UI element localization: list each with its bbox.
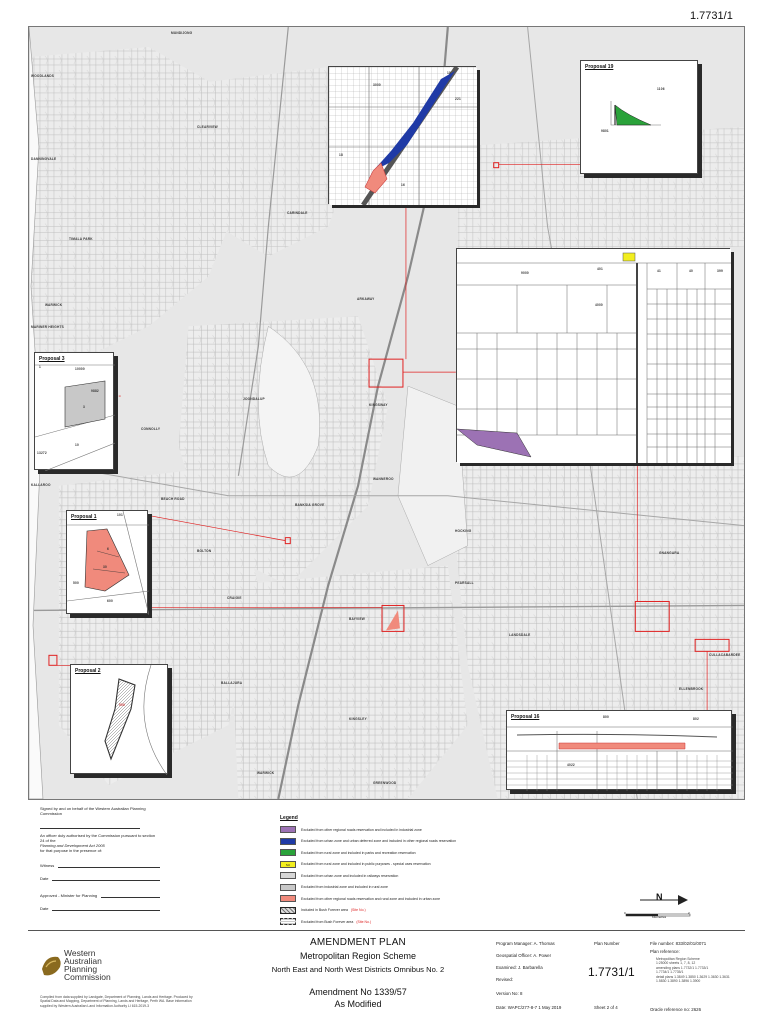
locality-label: BANKSIA GROVE <box>295 503 325 507</box>
program-manager: Program Manager: A. Thomas <box>496 941 555 946</box>
legend-item <box>280 882 530 894</box>
north-label: N <box>656 892 663 902</box>
legend <box>280 815 530 928</box>
inset-proposal-11[interactable] <box>328 66 476 204</box>
locality-label: TIMALA PARK <box>69 237 93 241</box>
sheet-label: Sheet 2 of 4 <box>594 1005 618 1010</box>
legend-title: Legend <box>280 815 298 821</box>
date-label: Date <box>40 906 49 911</box>
inset-title: Proposal 2 <box>75 668 101 674</box>
locality-label: CRAIGIE <box>227 596 242 600</box>
scheme-name: Metropolitan Region Scheme <box>299 951 417 961</box>
date-label: Date <box>40 876 49 881</box>
legend-label: Excluded from rural zone and included in public purposes - special uses reservation <box>301 862 431 867</box>
geospatial-officer: Geospatial Officer: A. Power <box>496 953 552 958</box>
legend-swatch <box>280 849 296 856</box>
amendment-status: As Modified <box>334 999 382 1009</box>
inset-proposal-1[interactable] <box>66 510 148 614</box>
revised: Revised: <box>496 977 514 982</box>
lot-number: 500 <box>119 703 125 707</box>
legend-label: Excluded from rural zone and included in parks and recreation reservation <box>301 850 416 855</box>
date-row <box>40 876 160 881</box>
inset-proposal-16[interactable] <box>506 710 732 790</box>
legend-item <box>280 824 530 836</box>
date-row <box>40 906 160 911</box>
locality-label: GNANGARA <box>659 551 680 555</box>
locality-label: KINGSLEY <box>349 717 367 721</box>
locality-label: ARKAWAY <box>357 297 375 301</box>
legend-item <box>280 916 530 928</box>
legend-label: Excluded from Bush Forever area <box>301 919 354 924</box>
plan-number: 1.7731/1 <box>588 965 635 979</box>
inset-proposal-3[interactable] <box>34 352 114 470</box>
scale-bar <box>622 906 698 920</box>
lot-number: 3 <box>83 405 85 409</box>
inset-proposal-19[interactable] <box>580 60 698 174</box>
lot-number: 101 <box>117 513 123 517</box>
legend-swatch <box>280 838 296 845</box>
version: Version No: 8 <box>496 991 523 996</box>
legend-item <box>280 905 530 917</box>
locality-label: JOONDALUP <box>243 397 265 401</box>
legend-swatch <box>280 895 296 902</box>
inset-map <box>457 249 731 463</box>
credits-text: Compiled from data supplied by Landgate, Department of Planning, Lands and Heritage. Produced by Spatial Data and Mapping, Department of Planning, Lands and Heritage, Perth WA. Base information supplied by Western Australian Land Information Authority LI 615-2019-3 <box>40 995 193 1008</box>
wapc-logo <box>40 945 140 985</box>
locality-label: CARINDALE <box>287 211 308 215</box>
locality-label: BAYVIEW <box>349 617 365 621</box>
lot-number: 600 <box>107 599 113 603</box>
lot-number: 10 <box>447 71 451 75</box>
legend-label: Excluded from other regional roads reservation and rural zone and included in urban zone <box>301 896 441 901</box>
lot-number: 3000 <box>373 83 381 87</box>
legend-swatch <box>280 884 296 891</box>
legend-swatch <box>280 918 296 925</box>
plan-number-label: Plan Number <box>594 941 620 946</box>
locality-label: BOLTON <box>197 549 212 553</box>
lot-number: 9000 <box>521 271 529 275</box>
lot-number: 4022 <box>567 763 575 767</box>
lot-number: 221 <box>455 97 461 101</box>
file-number: File number: 833/02/01/0071 <box>650 941 707 946</box>
lot-number: 399 <box>717 269 723 273</box>
legend-note: (Site No.) <box>350 908 366 913</box>
lot-number: 10000 <box>75 367 85 371</box>
locality-label: WARWICK <box>45 303 63 307</box>
locality-label: BEACH ROAD <box>161 497 185 501</box>
scale-tick: 0 <box>624 911 626 915</box>
inset-title: Proposal 3 <box>39 356 65 362</box>
lot-number: 1106 <box>657 87 665 91</box>
lot-number: 10 <box>75 443 79 447</box>
locality-label: BALLAJURA <box>221 681 243 685</box>
lot-number: 16 <box>401 183 405 187</box>
legend-swatch: SU <box>280 861 296 868</box>
legend-item <box>280 893 530 905</box>
lot-number: 6 <box>107 547 109 551</box>
date: Date: WAPC/277-8-7 1 May 2019 <box>496 1005 562 1010</box>
locality-label: HOCKING <box>455 529 472 533</box>
purpose-text: for that purpose in the presence of: <box>40 848 103 853</box>
signed-for-text: Signed by and on behalf of the Western Australian Planning Commission <box>40 806 146 816</box>
amendment-number: Amendment No 1339/57 <box>309 987 407 997</box>
locality-label: DANNINGVALE <box>31 157 57 161</box>
lot-number: 1 <box>39 365 41 369</box>
legend-swatch <box>280 826 296 833</box>
lot-number: 40 <box>689 269 693 273</box>
witness-row <box>40 863 160 868</box>
inset-title: Proposal 19 <box>585 64 614 70</box>
legend-item <box>280 870 530 882</box>
locality-label: GREENWOOD <box>373 781 397 785</box>
examined: Examined: J. Barbarella <box>496 965 543 970</box>
legend-swatch <box>280 907 296 914</box>
locality-label: ELLENBROOK <box>679 687 704 691</box>
witness-label: Witness <box>40 863 55 868</box>
sheet-number: 1.7731/1 <box>690 10 733 22</box>
authorised-text: An officer duly authorised by the Commission pursuant to section 24 of the <box>40 833 156 843</box>
lot-number: 9801 <box>601 129 609 133</box>
legend-swatch <box>280 872 296 879</box>
oracle-reference: Oracle reference no: 2626 <box>650 1007 702 1012</box>
legend-note: (Site No.) <box>356 919 372 924</box>
approved-row <box>40 893 160 898</box>
locality-label: LANDSDALE <box>509 633 531 637</box>
inset-map <box>71 665 169 775</box>
locality-label: CULLACABARDEE <box>709 653 741 657</box>
legend-item <box>280 859 530 871</box>
locality-label: CLEARVIEW <box>197 125 218 129</box>
lot-number: 18 <box>339 153 343 157</box>
locality-label: WANNEROO <box>373 477 394 481</box>
locality-label: KINGSWAY <box>369 403 388 407</box>
locality-label: WOODLANDS <box>31 74 55 78</box>
legend-label: Excluded from urban zone and urban deferred zone and included in other regional roads reservation <box>301 839 457 844</box>
inset-proposal-21[interactable] <box>456 248 730 462</box>
legend-label: Included in Bush Forever area <box>301 908 348 913</box>
plan-reference: Metropolitan Region Scheme 1:25000 sheets 1, 7, 8, 12 amending plans 1.7732/1 1.7733/1 1.7734/1 1.7735/1 detail plans 1.3849 1.3850 1.3629 1.3630 1.3631 1.5830 1.3890 1.3896 1.3900 <box>656 957 730 984</box>
urban-area-south <box>228 566 467 799</box>
inset-title: Proposal 1 <box>71 514 97 520</box>
org-name: Western Australian Planning Commission <box>64 948 111 982</box>
signature-block <box>40 806 160 911</box>
plan-heading: AMENDMENT PLAN <box>310 937 406 948</box>
lot-number: 401 <box>597 267 603 271</box>
inset-map <box>581 61 699 175</box>
signature-line <box>40 828 140 829</box>
lot-number: 500 <box>73 581 79 585</box>
lot-number: 30 <box>103 565 107 569</box>
locality-label: KALLAROO <box>31 483 51 487</box>
lot-number: 4000 <box>595 303 603 307</box>
title-block <box>28 930 745 1022</box>
amendment-name: North East and North West Districts Omnibus No. 2 <box>271 965 445 974</box>
lot-number: 800 <box>603 715 609 719</box>
locality-label: PEARSALL <box>455 581 474 585</box>
legend-label: Excluded from industrial zone and included in rural zone <box>301 885 388 890</box>
inset-title: Proposal 16 <box>511 714 540 720</box>
scale-label: Kilometres <box>652 915 667 919</box>
plan-reference-label: Plan reference: <box>650 949 680 954</box>
locality-label: MARINER HEIGHTS <box>31 325 64 329</box>
approved-label: Approved - Minister for Planning <box>40 893 98 898</box>
scale-tick: 2 <box>688 911 690 915</box>
locality-label: CONNOLLY <box>141 427 161 431</box>
inset-proposal-2[interactable] <box>70 664 168 774</box>
lot-number: 41 <box>657 269 661 273</box>
inset-map <box>507 711 733 791</box>
lot-number: 9882 <box>91 389 99 393</box>
locality-label: MUNDIJONG <box>171 31 193 35</box>
legend-item <box>280 847 530 859</box>
wapc-logo-icon <box>40 951 64 977</box>
lot-number: 13272 <box>37 451 47 455</box>
act-text: Planning and Development Act 2005 <box>40 843 105 848</box>
legend-label: Excluded from urban zone and included in railways reservation <box>301 873 399 878</box>
locality-label: WARWICK <box>257 771 275 775</box>
lot-number: 802 <box>693 717 699 721</box>
legend-label: Excluded from other regional roads reservation and included in industrial zone <box>301 827 422 832</box>
legend-item <box>280 836 530 848</box>
